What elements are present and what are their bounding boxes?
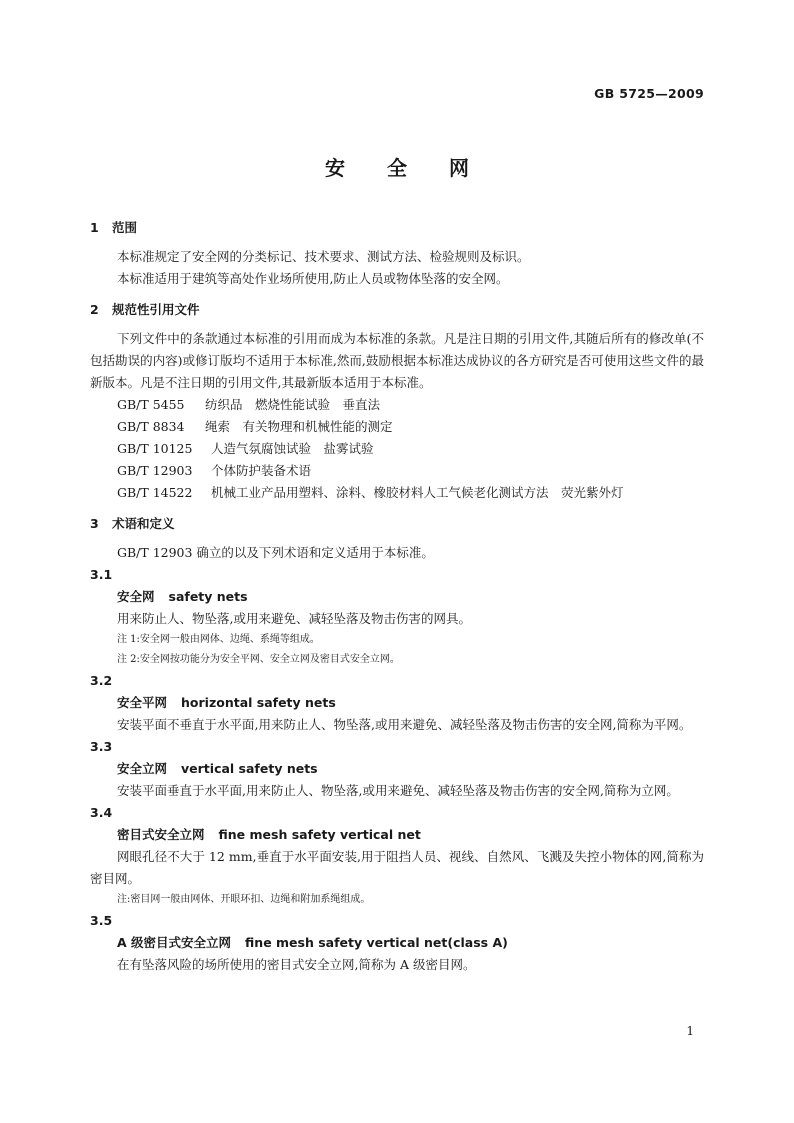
clause-number: 3.1 bbox=[90, 567, 113, 582]
reference-item bbox=[90, 482, 704, 504]
section-number: 1 bbox=[90, 220, 99, 235]
reference-code: GB/T 12903 bbox=[117, 463, 193, 478]
term-heading bbox=[90, 758, 704, 780]
section-1-paragraph-1: 本标准规定了安全网的分类标记、技术要求、测试方法、检验规则及标识。 bbox=[117, 249, 530, 264]
term-note: 注:密目网一般由网体、开眼环扣、边绳和附加系绳组成。 bbox=[117, 894, 371, 905]
term-definition: 用来防止人、物坠落,或用来避免、减轻坠落及物击伤害的网具。 bbox=[117, 611, 471, 626]
section-title: 范围 bbox=[112, 220, 138, 235]
term-english: fine mesh safety vertical net(class A) bbox=[245, 935, 508, 950]
term-heading bbox=[90, 692, 704, 714]
term-heading bbox=[90, 932, 704, 954]
term-chinese: 密目式安全立网 bbox=[117, 827, 205, 842]
section-3-paragraph-1: GB/T 12903 确立的以及下列术语和定义适用于本标准。 bbox=[117, 545, 434, 560]
section-1-paragraph-2: 本标准适用于建筑等高处作业场所使用,防止人员或物体坠落的安全网。 bbox=[117, 271, 509, 286]
reference-item bbox=[90, 416, 704, 438]
reference-code: GB/T 14522 bbox=[117, 485, 193, 500]
reference-title: 人造气氛腐蚀试验 盐雾试验 bbox=[211, 441, 374, 456]
term-definition: 网眼孔径不大于 12 mm,垂直于水平面安装,用于阻挡人员、视线、自然风、飞溅及失控小物体的网,简称为密目网。 bbox=[90, 849, 704, 886]
term-definition: 在有坠落风险的场所使用的密目式安全立网,简称为 A 级密目网。 bbox=[117, 957, 476, 972]
section-number: 2 bbox=[90, 302, 99, 317]
term-definition: 安装平面不垂直于水平面,用来防止人、物坠落,或用来避免、减轻坠落及物击伤害的安全网,简称为平网。 bbox=[117, 717, 692, 732]
term-english: vertical safety nets bbox=[181, 761, 318, 776]
reference-item bbox=[90, 438, 704, 460]
section-2-paragraph-1: 下列文件中的条款通过本标准的引用而成为本标准的条款。凡是注日期的引用文件,其随后所有的修改单(不包括勘误的内容)或修订版均不适用于本标准,然而,鼓励根据本标准达成协议的各方研究是否可使用这些文件的最新版本。凡是不注日期的引用文件,其最新版本适用于本标准。 bbox=[90, 331, 704, 390]
clause-number: 3.5 bbox=[90, 913, 113, 928]
section-2-heading bbox=[90, 299, 704, 321]
term-definition: 安装平面垂直于水平面,用来防止人、物坠落,或用来避免、减轻坠落及物击伤害的安全网,简称为立网。 bbox=[117, 783, 679, 798]
reference-title: 纺织品 燃烧性能试验 垂直法 bbox=[205, 397, 381, 412]
section-3-heading bbox=[90, 513, 704, 535]
clause-number: 3.4 bbox=[90, 805, 113, 820]
clause-number: 3.2 bbox=[90, 673, 113, 688]
term-chinese: A 级密目式安全立网 bbox=[117, 935, 232, 950]
term-chinese: 安全立网 bbox=[117, 761, 168, 776]
section-title: 术语和定义 bbox=[112, 516, 175, 531]
section-number: 3 bbox=[90, 516, 99, 531]
reference-code: GB/T 5455 bbox=[117, 397, 185, 412]
section-title: 规范性引用文件 bbox=[112, 302, 200, 317]
term-english: horizontal safety nets bbox=[181, 695, 336, 710]
page-number: 1 bbox=[686, 1024, 694, 1038]
section-1-heading bbox=[90, 217, 704, 239]
reference-item bbox=[90, 460, 704, 482]
term-note: 注 1:安全网一般由网体、边绳、系绳等组成。 bbox=[117, 634, 320, 645]
document-title: 安全网 bbox=[325, 156, 511, 180]
reference-title: 个体防护装备术语 bbox=[211, 463, 312, 478]
reference-title: 绳索 有关物理和机械性能的测定 bbox=[205, 419, 393, 434]
term-heading bbox=[90, 824, 704, 846]
reference-code: GB/T 10125 bbox=[117, 441, 193, 456]
standard-number: GB 5725—2009 bbox=[594, 86, 704, 101]
term-english: fine mesh safety vertical net bbox=[218, 827, 421, 842]
term-chinese: 安全平网 bbox=[117, 695, 168, 710]
term-note: 注 2:安全网按功能分为安全平网、安全立网及密目式安全立网。 bbox=[117, 654, 400, 665]
document-body bbox=[90, 214, 704, 976]
term-heading bbox=[90, 586, 704, 608]
term-chinese: 安全网 bbox=[117, 589, 155, 604]
reference-title: 机械工业产品用塑料、涂料、橡胶材料人工气候老化测试方法 荧光紫外灯 bbox=[211, 485, 624, 500]
reference-item bbox=[90, 394, 704, 416]
term-english: safety nets bbox=[168, 589, 248, 604]
clause-number: 3.3 bbox=[90, 739, 113, 754]
reference-code: GB/T 8834 bbox=[117, 419, 185, 434]
